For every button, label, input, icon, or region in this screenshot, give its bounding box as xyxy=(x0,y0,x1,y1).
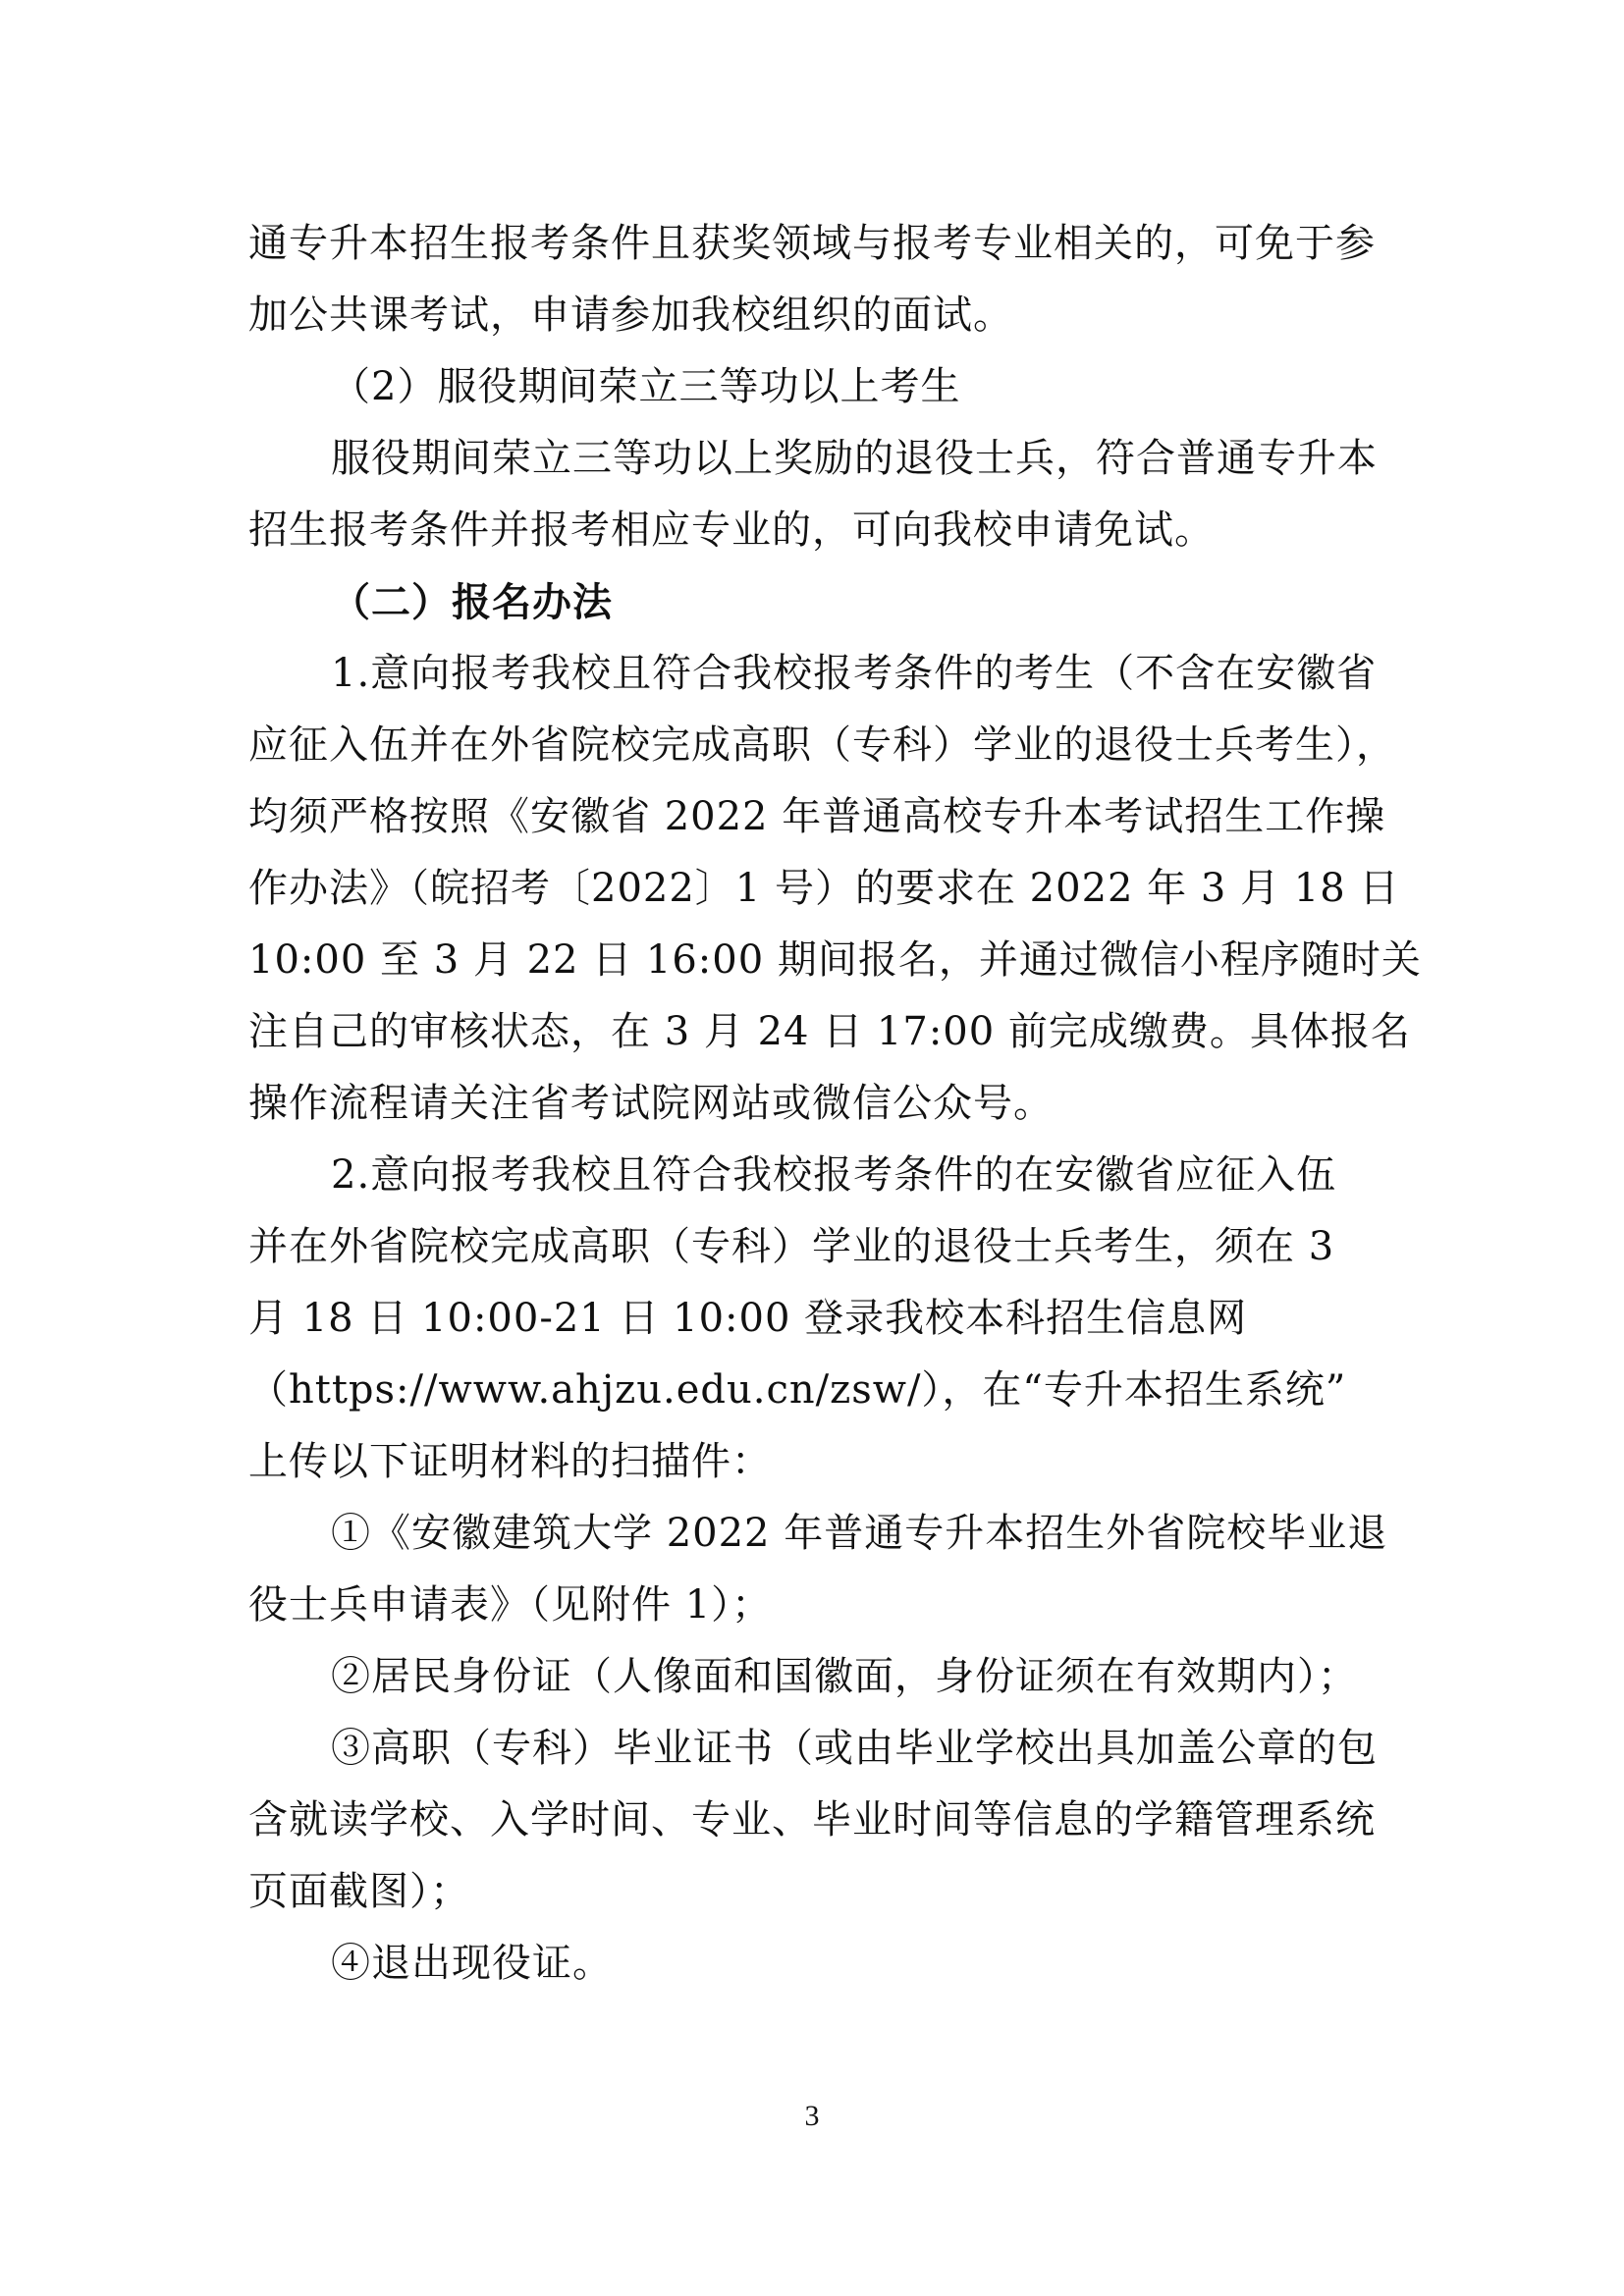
text-line: 操作流程请关注省考试院网站或微信公众号。 xyxy=(248,1081,1054,1126)
text-line: 注自己的审核状态，在 3 月 24 日 17:00 前完成缴费。具体报名 xyxy=(248,1009,1411,1054)
text-line: 页面截图）； xyxy=(248,1869,470,1914)
text-line: 加公共课考试，申请参加我校组织的面试。 xyxy=(248,293,1013,338)
text-line: 均须严格按照《安徽省 2022 年普通高校专升本考试招生工作操 xyxy=(248,794,1386,839)
text-line: ③高职（专科）毕业证书（或由毕业学校出具加盖公章的包 xyxy=(331,1726,1378,1771)
text-line: 1.意向报考我校且符合我校报考条件的考生（不含在安徽省 xyxy=(331,651,1378,696)
text-line: 服役期间荣立三等功以上奖励的退役士兵，符合普通专升本 xyxy=(331,436,1378,481)
text-line: 役士兵申请表》（见附件 1）； xyxy=(248,1582,773,1628)
text-line: 招生报考条件并报考相应专业的，可向我校申请免试。 xyxy=(248,507,1215,553)
document-body xyxy=(248,208,1422,2000)
text-line: 含就读学校、入学时间、专业、毕业时间等信息的学籍管理系统 xyxy=(248,1797,1376,1842)
text-line: （2）服役期间荣立三等功以上考生 xyxy=(331,364,961,409)
text-line: 2.意向报考我校且符合我校报考条件的在安徽省应征入伍 xyxy=(331,1152,1337,1198)
page-number: 3 xyxy=(804,2100,820,2132)
text-line: ②居民身份证（人像面和国徽面，身份证须在有效期内）； xyxy=(331,1654,1358,1699)
text-line: ④退出现役证。 xyxy=(331,1941,613,1986)
text-line: 应征入伍并在外省院校完成高职（专科）学业的退役士兵考生）， xyxy=(248,722,1396,768)
text-line: 月 18 日 10:00-21 日 10:00 登录我校本科招生信息网 xyxy=(248,1296,1248,1341)
text-line: 上传以下证明材料的扫描件： xyxy=(248,1439,772,1484)
text-line: 通专升本招生报考条件且获奖领域与报考专业相关的，可免于参 xyxy=(248,221,1376,266)
text-line: 并在外省院校完成高职（专科）学业的退役士兵考生，须在 3 xyxy=(248,1224,1335,1269)
text-line: ①《安徽建筑大学 2022 年普通专升本招生外省院校毕业退 xyxy=(331,1511,1388,1556)
text-line: （https://www.ahjzu.edu.cn/zsw/），在“专升本招生系统” xyxy=(248,1367,1347,1413)
text-line: 作办法》（皖招考〔2022〕1 号）的要求在 2022 年 3 月 18 日 xyxy=(248,866,1400,911)
section-heading: （二）报名办法 xyxy=(331,579,613,625)
text-line: 10:00 至 3 月 22 日 16:00 期间报名，并通过微信小程序随时关 xyxy=(248,937,1422,983)
body-text xyxy=(248,208,1422,2000)
